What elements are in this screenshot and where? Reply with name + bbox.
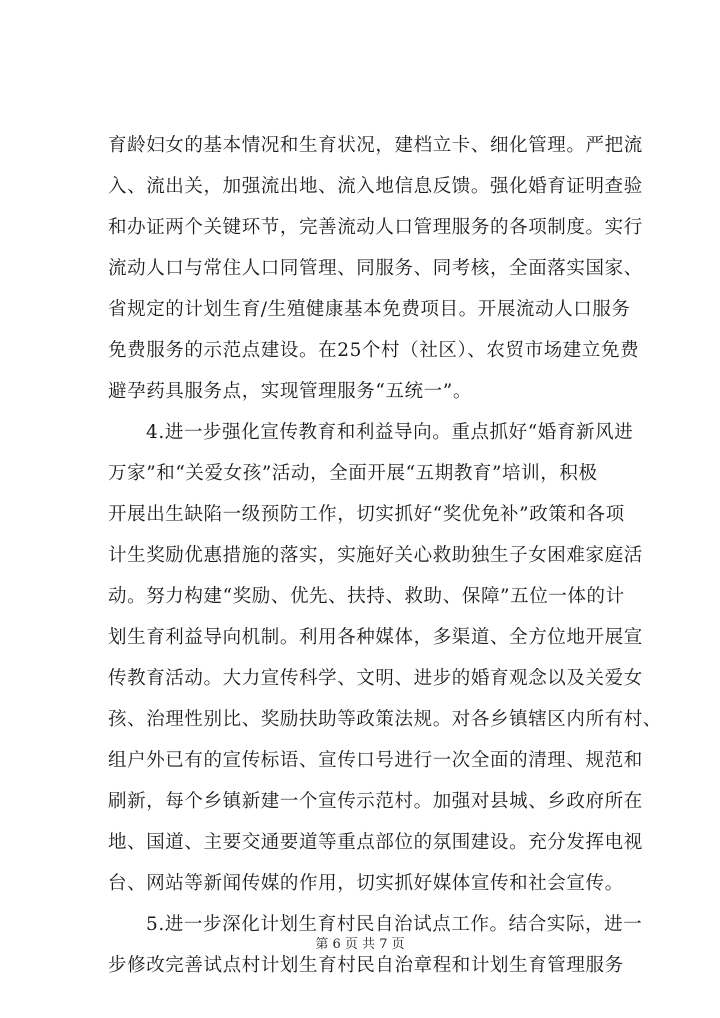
body-line: 省规定的计划生育/生殖健康基本免费项目。开展流动人口服务 — [108, 299, 631, 320]
body-line: 动。努力构建“奖励、优先、扶持、救助、保障”五位一体的计 — [108, 586, 625, 607]
body-line: 组户外已有的宣传标语、宣传口号进行一次全面的清理、规范和 — [108, 750, 643, 771]
body-line: 地、国道、主要交通要道等重点部位的氛围建设。充分发挥电视 — [108, 832, 643, 853]
body-line: 流动人口与常住人口同管理、同服务、同考核，全面落实国家、 — [108, 258, 643, 279]
body-line: 划生育利益导向机制。利用各种媒体，多渠道、全方位地开展宣 — [108, 627, 643, 648]
body-line: 开展出生缺陷一级预防工作，切实抓好“奖优免补”政策和各项 — [108, 504, 625, 525]
paragraph-start-line: 5.进一步深化计划生育村民自治试点工作。结合实际，进一 — [146, 914, 643, 935]
page-number-footer: 第 6 页 共 7 页 — [315, 937, 405, 952]
body-line: 育龄妇女的基本情况和生育状况，建档立卡、细化管理。严把流 — [108, 135, 643, 156]
body-line: 避孕药具服务点，实现管理服务“五统一”。 — [108, 381, 472, 402]
paragraph-start-line: 4.进一步强化宣传教育和利益导向。重点抓好“婚育新风进 — [146, 422, 634, 443]
body-line: 台、网站等新闻传媒的作用，切实抓好媒体宣传和社会宣传。 — [108, 873, 624, 894]
body-line: 孩、治理性别比、奖励扶助等政策法规。对各乡镇辖区内所有村、 — [108, 709, 662, 730]
body-line: 刷新，每个乡镇新建一个宣传示范村。加强对县城、乡政府所在 — [108, 791, 643, 812]
body-line: 步修改完善试点村计划生育村民自治章程和计划生育管理服务 — [108, 955, 624, 976]
body-line: 入、流出关，加强流出地、流入地信息反馈。强化婚育证明查验 — [108, 176, 643, 197]
body-line: 传教育活动。大力宣传科学、文明、进步的婚育观念以及关爱女 — [108, 668, 643, 689]
body-line: 万家”和“关爱女孩”活动，全面开展“五期教育”培训，积极 — [108, 463, 598, 484]
body-line: 计生奖励优惠措施的落实，实施好关心救助独生子女困难家庭活 — [108, 545, 643, 566]
body-line: 免费服务的示范点建设。在25个村（社区）、农贸市场建立免费 — [108, 340, 640, 361]
body-line: 和办证两个关键环节，完善流动人口管理服务的各项制度。实行 — [108, 217, 643, 238]
